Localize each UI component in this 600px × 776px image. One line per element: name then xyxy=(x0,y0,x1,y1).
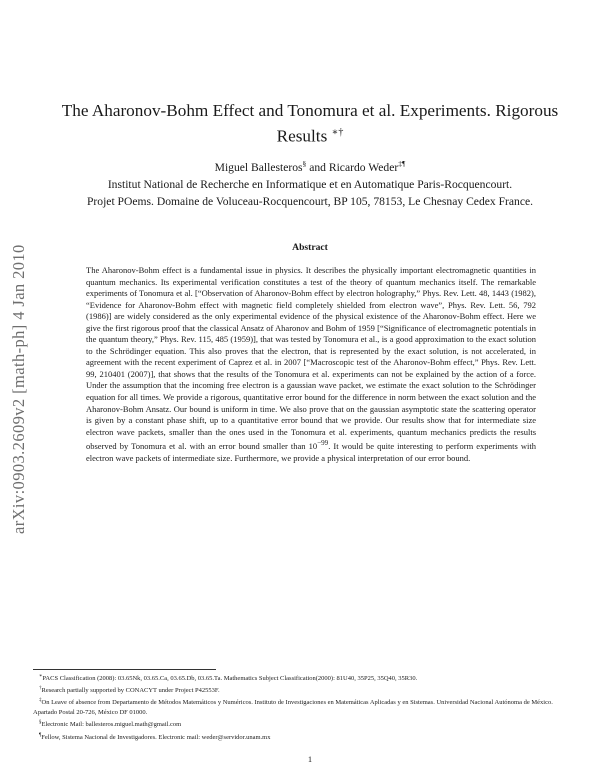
author-names xyxy=(40,155,580,176)
affiliation-line: Projet POems. Domaine de Voluceau-Rocquencourt, BP 105, 78153, Le Chesnay Cedex France. xyxy=(86,194,534,208)
affiliation-line: Institut National de Recherche en Informatique et en Automatique Paris-Rocquencourt. xyxy=(107,177,513,191)
author-marks: ‡¶ xyxy=(398,159,406,168)
title-footnote-marks: ∗† xyxy=(331,127,344,138)
abstract-text: . It would be quite interesting to perform experiments with electron wave packets of intermediate size. Furthermore, we provide a physical interpretation of our error bound. xyxy=(86,441,536,463)
arxiv-stamp: arXiv:0903.2609v2 [math-ph] 4 Jan 2010 xyxy=(9,244,28,534)
footnote xyxy=(33,718,571,730)
abstract-paragraph xyxy=(86,265,536,464)
author-block xyxy=(40,155,580,210)
abstract-heading: Abstract xyxy=(292,242,328,253)
footnote-rule xyxy=(33,669,216,670)
footnote xyxy=(33,696,571,718)
footnotes xyxy=(33,672,571,743)
footnote-text: Research partially supported by CONACYT under Project P42553F. xyxy=(41,687,220,695)
abstract-exponent: −99 xyxy=(317,439,329,448)
footnote-mark: ∗ xyxy=(39,674,43,679)
footnote-text: Fellow, Sistema Nacional de Investigadores. Electronic mail: weder@servidor.unam.mx xyxy=(41,733,271,741)
abstract-body xyxy=(86,265,536,464)
footnote-mark: § xyxy=(39,720,42,726)
title-text: The Aharonov-Bohm Effect and Tonomura et al. Experiments. Rigorous Results xyxy=(61,101,559,146)
abstract-text: The Aharonov-Bohm effect is a fundamental issue in physics. It describes the physically important electromagnetic quantities in quantum mechanics. Its experimental verification constitutes a test of the theory of quantum mechanics itself. The remarkable experiments of Tonomura et al. [“Observation of Aharonov-Bohm effect by electron holography,” Phys. Rev. Lett. 48, 1443 (1982), “Evidence for Aharonov-Bohm effect with magnetic field completely shielded from electron wave”, Phys. Rev. Lett. 56, 792 (1986)] are widely considered as the only experimental evidence of the physical existence of the Aharonov-Bohm effect. Here we give the first rigorous proof that the classical Ansatz of Aharonov and Bohm of 1959 [“Significance of electromagnetic potentials in the quantum theory,” Phys. Rev. 115, 485 (1959)], that was tested by Tonomura et al., is a good approximation to the exact solution to the Schrödinger equation. This also proves that the electron, that is represented by the exact solution, is not accelerated, in agreement with the recent experiment of Caprez et al. in 2007 [“Macroscopic test of the Aharonov-Bohm effect,” Phys. Rev. Lett. 99, 210401 (2007)], that shows that the results of the Tonomura et al. experiments can not be explained by the action of a force. Under the assumption that the incoming free electron is a gaussian wave packet, we estimate the exact solution to the Schrödinger equation for all times. We provide a rigorous, quantitative error bound for the difference in norm between the exact solution and the Aharonov-Bohm Ansatz. Our bound is uniform in time. We also prove that on the gaussian asymptotic state the scattering operator is given by a constant phase shift, up to a quantitative error bound that we provide. Our results show that for intermediate size electron wave packets, smaller than the ones used in the Tonomura et al. experiments, quantum mechanics predicts the results observed by Tonomura et al. with an error bound smaller than 10 xyxy=(86,265,536,452)
footnote xyxy=(33,731,571,743)
author-name: Miguel Ballesteros xyxy=(214,160,303,174)
author-name: Ricardo Weder xyxy=(328,160,399,174)
footnote-mark: ‡ xyxy=(39,698,42,704)
author-marks: § xyxy=(302,159,307,168)
footnote-text: PACS Classification (2008): 03.65Nk, 03.65.Ca, 03.65.Db, 03.65.Ta. Mathematics Subject Classification(2000): 81U40, 35P25, 35Q40, 35R30. xyxy=(42,675,418,683)
paper-title xyxy=(40,100,580,148)
footnote xyxy=(33,684,571,696)
footnote-mark: † xyxy=(39,686,42,692)
footnote xyxy=(33,672,571,684)
footnote-text: On Leave of absence from Departamento de Métodos Matemáticos y Numéricos. Instituto de Investigaciones en Matemáticas Aplicadas y en Sistemas. Universidad Nacional Autónoma de México. Apartado Postal 20-726, México DF 01000. xyxy=(33,699,553,717)
author-conjunction: and xyxy=(306,160,329,174)
page-number: 1 xyxy=(307,754,313,764)
footnote-mark: ¶ xyxy=(39,732,42,738)
footnote-text: Electronic Mail: ballesteros.miguel.math@gmail.com xyxy=(41,721,182,729)
